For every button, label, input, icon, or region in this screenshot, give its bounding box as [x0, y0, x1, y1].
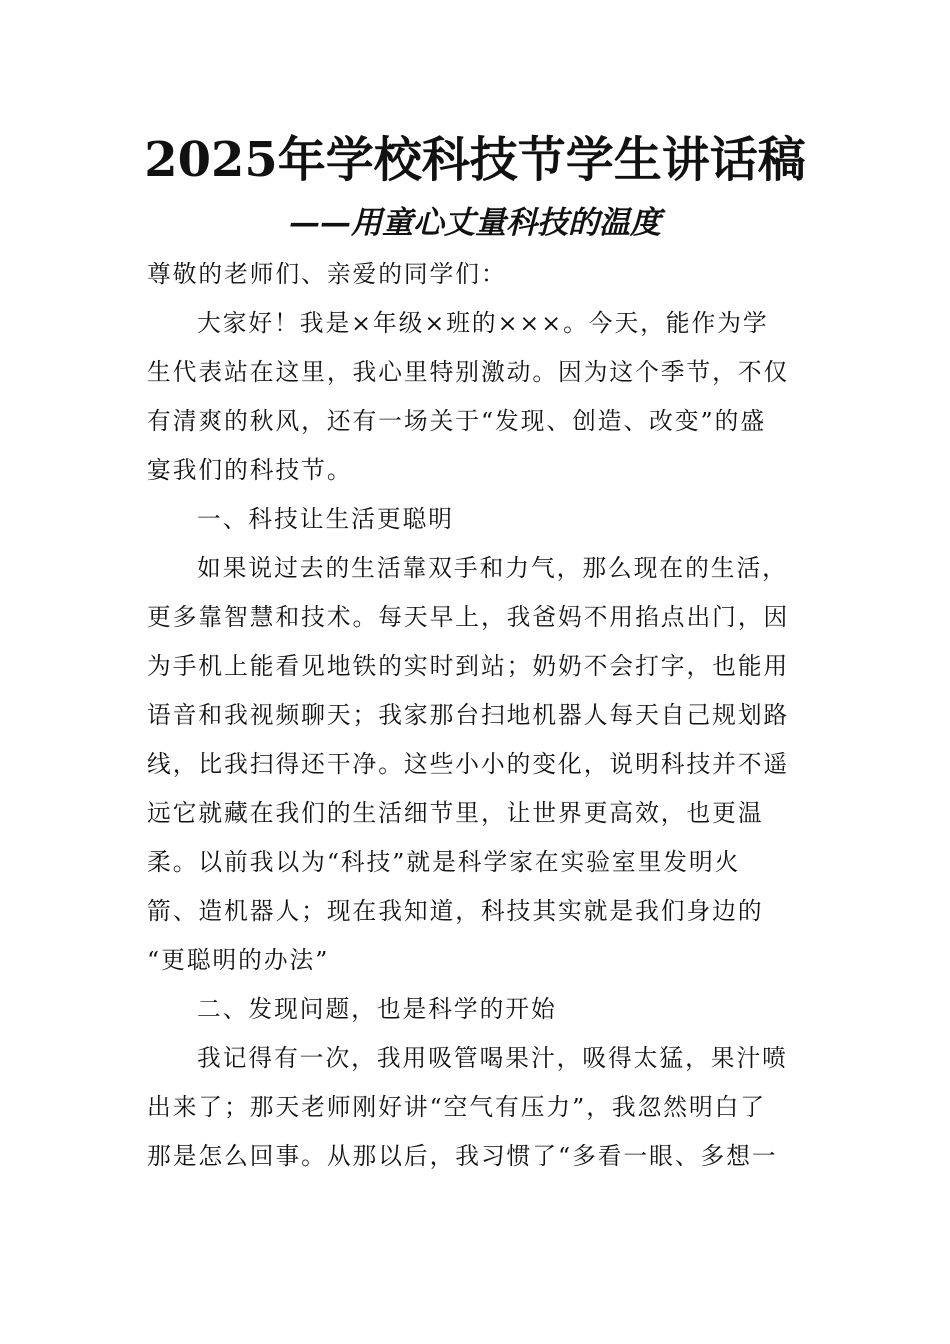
- document-body: [147, 250, 803, 1181]
- body-line: “更聪明的办法”: [147, 946, 330, 974]
- body-line: 箭、造机器人；现在我知道，科技其实就是我们身边的: [147, 897, 764, 925]
- section-heading-2: 二、发现问题，也是科学的开始: [197, 995, 557, 1023]
- section-heading-1: 一、科技让生活更聪明: [197, 505, 454, 533]
- body-line: 语音和我视频聊天；我家那台扫地机器人每天自己规划路: [147, 701, 790, 729]
- body-line: 宴我们的科技节。: [147, 456, 353, 484]
- document-title: 2025年学校科技节学生讲话稿: [144, 132, 806, 188]
- body-line: 我记得有一次，我用吸管喝果汁，吸得太猛，果汁喷: [197, 1044, 788, 1072]
- body-line: 出来了；那天老师刚好讲“空气有压力”，我忽然明白了: [147, 1093, 767, 1121]
- body-line: 柔。以前我以为“科技”就是科学家在实验室里发明火: [147, 848, 741, 876]
- body-line: 大家好！我是×年级×班的×××。今天，能作为学: [197, 309, 769, 337]
- body-line: 更多靠智慧和技术。每天早上，我爸妈不用掐点出门，因: [147, 603, 790, 631]
- body-line: 那是怎么回事。从那以后，我习惯了“多看一眼、多想一: [147, 1142, 778, 1170]
- body-line: 线，比我扫得还干净。这些小小的变化，说明科技并不遥: [147, 750, 790, 778]
- body-line-salutation: 尊敬的老师们、亲爱的同学们：: [147, 260, 507, 288]
- body-line: 生代表站在这里，我心里特别激动。因为这个季节，不仅: [147, 358, 790, 386]
- body-line: 远它就藏在我们的生活细节里，让世界更高效，也更温: [147, 799, 764, 827]
- body-line: 有清爽的秋风，还有一场关于“发现、创造、改变”的盛: [147, 407, 767, 435]
- document-subtitle: ——用童心丈量科技的温度: [289, 205, 661, 241]
- body-line: 为手机上能看见地铁的实时到站；奶奶不会打字，也能用: [147, 652, 790, 680]
- body-line: 如果说过去的生活靠双手和力气，那么现在的生活，: [197, 554, 788, 582]
